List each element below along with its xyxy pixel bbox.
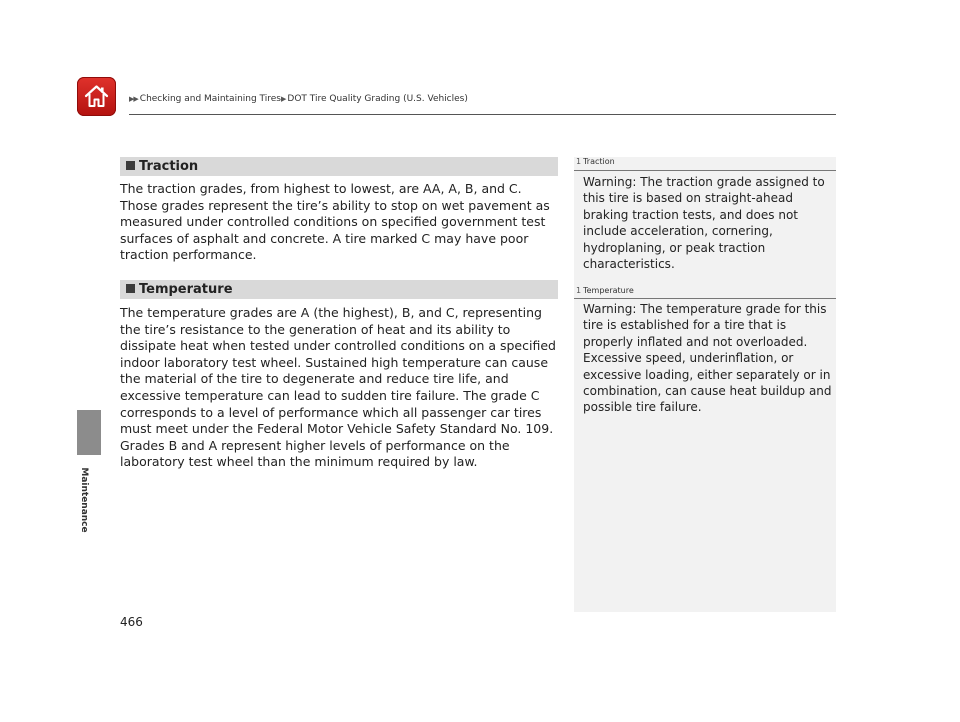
note-marker: 1 [576,286,582,295]
breadcrumb-arrow-icon: ▶ [129,95,135,103]
note-title-temperature-label: Temperature [583,286,634,295]
breadcrumb-item-checking-tires[interactable]: Checking and Maintaining Tires [139,94,281,104]
section-label: Maintenance [79,467,89,533]
note-text-temperature: Warning: The temperature grade for this tire is established for a tire that is properly inflated and not overloaded. Excessive speed, underinflation, or excessive loading, either separately or in combination, can cause heat buildup and possible tire failure. [583,302,832,415]
breadcrumb-arrow-icon: ▶ [281,95,287,103]
paragraph-traction: The traction grades, from highest to lowest, are AA, A, B, and C. Those grades represent the tire’s ability to stop on wet pavement as measured under controlled conditions on specified government test surfaces of asphalt and concrete. A tire marked C may have poor traction performance. [120,181,550,263]
heading-square-icon [126,161,135,170]
breadcrumb [129,94,468,104]
breadcrumb-item-dot-grading[interactable]: DOT Tire Quality Grading (U.S. Vehicles) [287,94,468,104]
page-number: 466 [120,615,143,629]
section-tab-marker[interactable] [77,410,101,455]
heading-temperature-label: Temperature [139,282,233,297]
house-icon [83,83,110,110]
heading-traction-label: Traction [139,159,199,174]
heading-traction [120,157,558,176]
note-title-temperature[interactable] [574,286,836,295]
breadcrumb-arrow-icon: ▶ [133,95,139,103]
note-divider [574,298,836,299]
note-title-traction[interactable] [574,157,836,166]
note-marker: 1 [576,157,582,166]
heading-square-icon [126,284,135,293]
home-button[interactable] [77,77,116,116]
header-divider [129,114,836,115]
heading-temperature [120,280,558,299]
note-text-traction: Warning: The traction grade assigned to this tire is based on straight-ahead braking traction tests, and does not include acceleration, cornering, hydroplaning, or peak traction characteristics. [583,175,825,272]
note-title-traction-label: Traction [583,157,615,166]
paragraph-temperature: The temperature grades are A (the highest), B, and C, representing the tire’s resistance to the generation of heat and its ability to dissipate heat when tested under controlled conditions on a specified indoor laboratory test wheel. Sustained high temperature can cause the material of the tire to degenerate and reduce tire life, and excessive temperature can lead to sudden tire failure. The grade C corresponds to a level of performance which all passenger car tires must meet under the Federal Motor Vehicle Safety Standard No. 109. Grades B and A represent higher levels of performance on the laboratory test wheel than the minimum required by law. [120,305,556,470]
note-divider [574,170,836,171]
